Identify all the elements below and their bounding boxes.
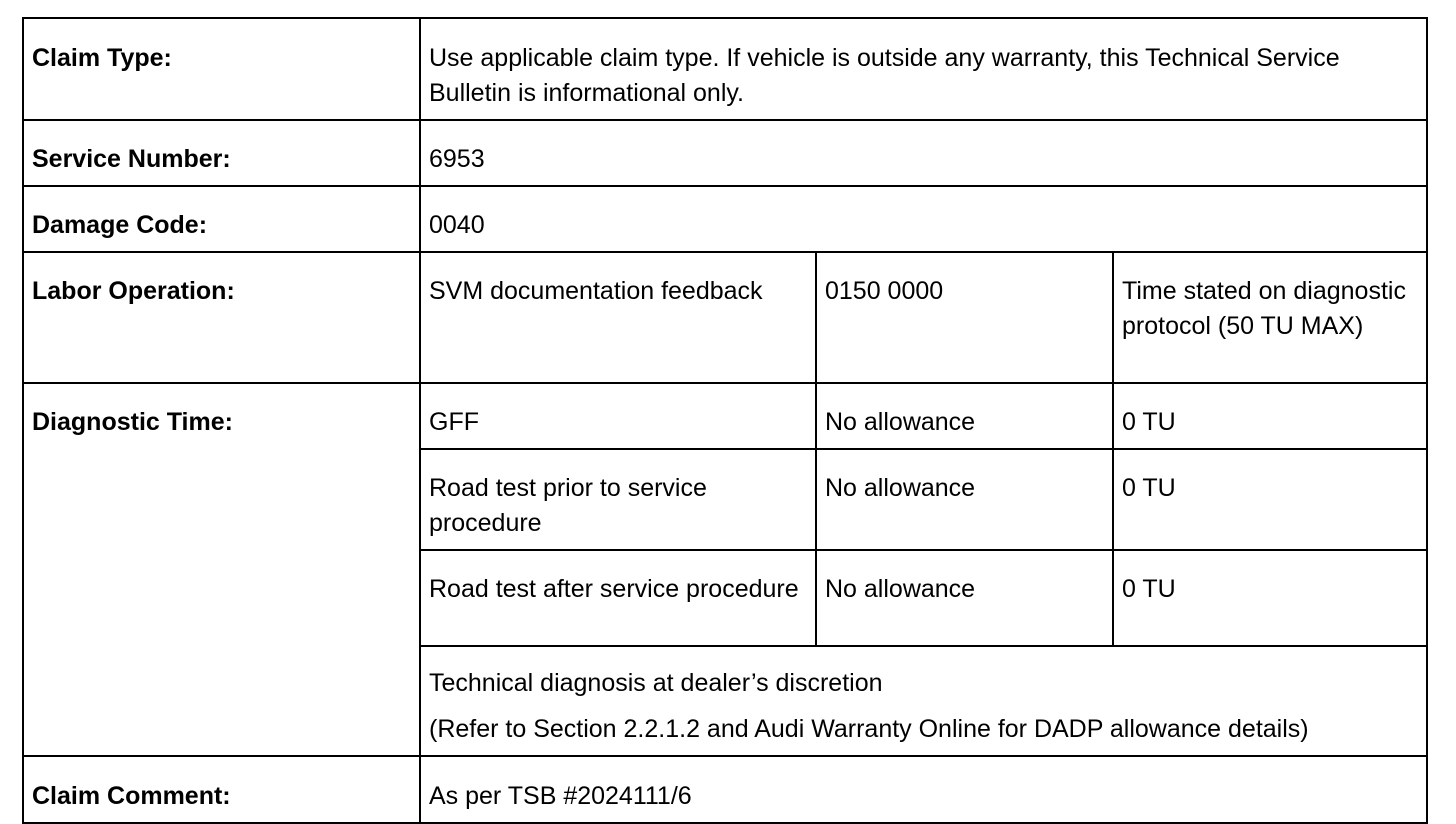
- damage-code-value: 0040: [420, 186, 1427, 252]
- labor-operation-label: Labor Operation:: [23, 252, 420, 383]
- labor-operation-time: Time stated on diagnostic protocol (50 TU MAX): [1113, 252, 1427, 383]
- labor-operation-description: SVM documentation feedback: [420, 252, 816, 383]
- claim-comment-row: [23, 756, 1427, 823]
- diagnostic-time-value: 0 TU: [1113, 550, 1427, 646]
- damage-code-row: [23, 186, 1427, 252]
- diagnostic-note-line2: (Refer to Section 2.2.1.2 and Audi Warranty Online for DADP allowance details): [429, 715, 1309, 743]
- diagnostic-description: Road test after service procedure: [420, 550, 816, 646]
- warranty-claim-table: [22, 17, 1428, 824]
- labor-operation-code: 0150 0000: [816, 252, 1113, 383]
- service-number-label: Service Number:: [23, 120, 420, 186]
- claim-type-label: Claim Type:: [23, 18, 420, 120]
- diagnostic-description: Road test prior to service procedure: [420, 449, 816, 550]
- diagnostic-note: [420, 646, 1427, 756]
- diagnostic-allowance: No allowance: [816, 550, 1113, 646]
- claim-comment-value: As per TSB #2024111/6: [420, 756, 1427, 823]
- diagnostic-time-value: 0 TU: [1113, 449, 1427, 550]
- diagnostic-row: [23, 383, 1427, 449]
- damage-code-label: Damage Code:: [23, 186, 420, 252]
- claim-type-row: [23, 18, 1427, 120]
- diagnostic-time-label: Diagnostic Time:: [23, 383, 420, 756]
- labor-operation-row: [23, 252, 1427, 383]
- diagnostic-allowance: No allowance: [816, 383, 1113, 449]
- diagnostic-note-line1: Technical diagnosis at dealer’s discretion: [429, 669, 883, 697]
- service-number-row: [23, 120, 1427, 186]
- claim-type-value: Use applicable claim type. If vehicle is outside any warranty, this Technical Service Bulletin is informational only.: [420, 18, 1427, 120]
- claim-comment-label: Claim Comment:: [23, 756, 420, 823]
- diagnostic-allowance: No allowance: [816, 449, 1113, 550]
- diagnostic-time-value: 0 TU: [1113, 383, 1427, 449]
- service-number-value: 6953: [420, 120, 1427, 186]
- diagnostic-description: GFF: [420, 383, 816, 449]
